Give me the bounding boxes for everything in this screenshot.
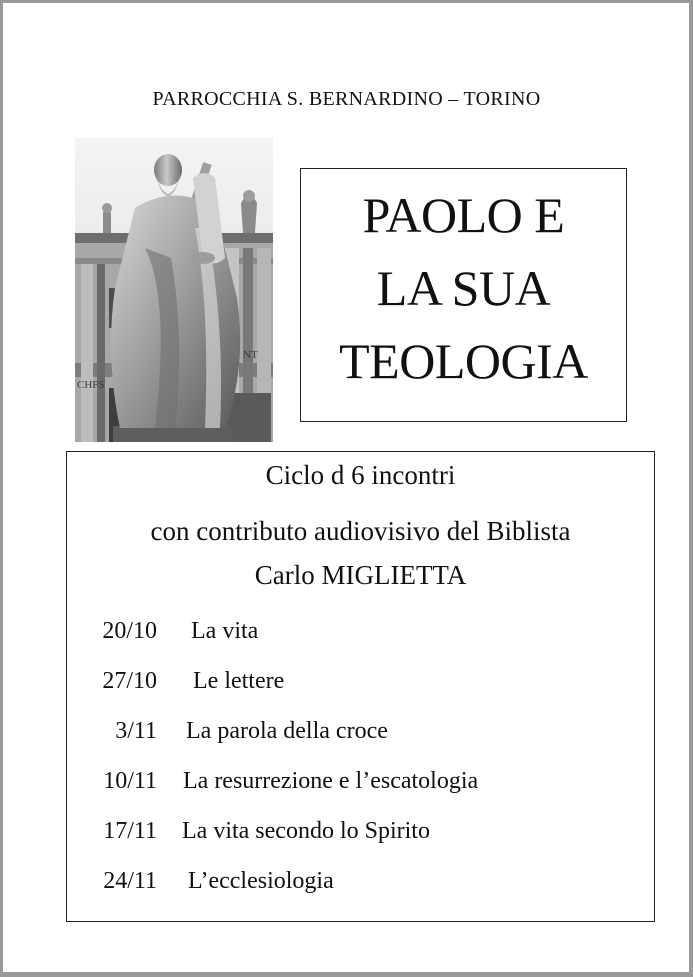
meeting-date: 24/11 xyxy=(103,868,157,894)
meeting-topic: La resurrezione e l’escatologia xyxy=(183,768,479,794)
meeting-item xyxy=(67,818,654,848)
meeting-topic: La parola della croce xyxy=(186,718,388,744)
title-box xyxy=(300,168,627,422)
cycle-line: Ciclo d 6 incontri xyxy=(265,460,456,490)
meeting-topic: La vita xyxy=(191,618,259,644)
statue-photo xyxy=(75,138,273,442)
meeting-item xyxy=(67,768,654,798)
contribution-line: con contributo audiovisivo del Biblista xyxy=(150,516,571,546)
meeting-item xyxy=(67,618,654,648)
title-line-3: TEOLOGIA xyxy=(339,333,588,389)
meeting-item xyxy=(67,718,654,748)
meeting-topic: Le lettere xyxy=(193,668,285,694)
svg-text:NT: NT xyxy=(243,349,258,361)
meeting-date: 27/10 xyxy=(102,668,157,694)
title-line-1: PAOLO E xyxy=(362,187,565,243)
meeting-item xyxy=(67,868,654,898)
meeting-date: 3/11 xyxy=(115,718,157,744)
parish-header: PARROCCHIA S. BERNARDINO – TORINO xyxy=(152,88,541,110)
meeting-date: 20/10 xyxy=(102,618,157,644)
svg-text:CHFS: CHFS xyxy=(77,379,105,391)
meeting-item xyxy=(67,668,654,698)
speaker-line: Carlo MIGLIETTA xyxy=(254,560,467,590)
meeting-date: 17/11 xyxy=(103,818,157,844)
meeting-topic: La vita secondo lo Spirito xyxy=(182,818,430,844)
meeting-topic: L’ecclesiologia xyxy=(188,868,334,894)
meeting-date: 10/11 xyxy=(103,768,157,794)
title-line-2: LA SUA xyxy=(376,260,551,316)
program-box xyxy=(66,451,655,922)
